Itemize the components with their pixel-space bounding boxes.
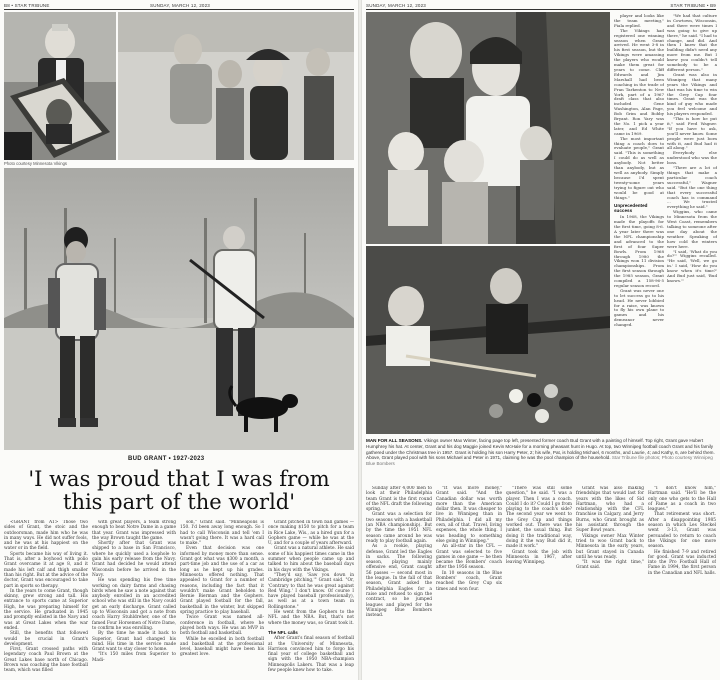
- paragraph: Grant was a selection for two seasons with a basketball (an NBA championship). But by the time the 1951 NFL season came around he was ready to play football again.: [366, 512, 432, 544]
- subhead-nfl-calls: The NFL calls: [268, 629, 298, 635]
- painting-presentation-photo: [4, 12, 116, 160]
- right-article-col-4: [576, 486, 644, 678]
- photo-caption: [366, 438, 716, 467]
- paragraph: In the years to come Grant, though skinny, grew strong and tall. His entrance to sports came at Superior High, he was preparing himself for the service. He graduated in 1945 and promptly enlisted in the Navy and was at Great Lakes when the war ended.: [4, 588, 88, 631]
- paragraph: "There was still some question," he said. "I was a player. Then I was a coach. Could I do it? Could I go from playing to the coach's side? The second year we went to the Grey Cup and things worked out. There was the junket, the usual thing. But doing it the traditional way, doing it the way Bud did it, made it work.": [506, 486, 572, 550]
- right-header-rule: [366, 9, 716, 10]
- right-article-col-3: [506, 486, 572, 678]
- paragraph: "We had that culture in Cowtown, Wisconsin, and there were times I was going to give up there," he said. "I had to change, and did. And then I knew that the building didn't need any more from me. But I knew you couldn't tell somebody to be a different person.": [667, 14, 717, 72]
- subhead-unprecedented-success: Unprecedented success: [614, 203, 648, 214]
- left-article-col-2: [92, 520, 176, 678]
- paragraph: The most important thing a coach does to evaluate people," Grant said. "This is something I could do as well as anybody. Not better than anybody, but as well as anybody. Simply because I'd spent twenty-some years trying to figure out who would be good at things.": [614, 135, 664, 200]
- paragraph: He was spending his free time working on dairy farms and chasing birds when he saw a note against that anybody enrolled in an accredited school who was still in the Navy could get an early discharge. Grant called up to Wisconsin and got a note from coach Harry Stuhldreher, one of the famed Four Horsemen of Notre Dame, to confirm he was enrolling.: [92, 578, 176, 631]
- paragraph: After Grant's final season of football at the University of Minnesota, Harrison convinced him to forgo his final year of college basketball and sign with the 1950 NBA-champion Minneapolis Lakers. That was a leap few people knew how to take.: [268, 636, 354, 674]
- top-photo-credit: Photo courtesy Minnesota Vikings: [4, 161, 68, 166]
- paragraph: Sports became his way of living it. That is, after a boyhood with polio Grant overcame it at age 8, and it made his left calf and thigh smaller than his right. But at the advice of the doctor, Grant was encouraged to take part in sports so therapy.: [4, 551, 88, 589]
- paragraph: player and looks like the team meeting," Fiala replied.: [614, 14, 664, 28]
- paragraph: Grant was also in Winnipeg that many years the Vikings and that was his time to win the Grey Cup four times. Grant was the kind of guy who made you feel welcome and his players responded.: [667, 71, 717, 117]
- paragraph: Sunday after 4,000 men to look at their Philadelphia team Grant is the first round of the NFL draft the following spring.: [366, 486, 432, 513]
- paragraph: Still, the benefits that followed would be crucial in Grant's development.: [4, 631, 88, 647]
- right-folio-date: SUNDAY, MARCH 12, 2023: [366, 3, 427, 8]
- paragraph: The Vikings had registered one winning season when Grant arrived. He went 3-8 in his first season, but the Vikings were amassing the players who would make them great for years to come. Cliff Edwards and Jim Marshall had been coaching in the trade of Fran Tarkenton to New York, part of a 1967 draft class that also included Gene Washington, Alan Page, Bob Grim and Bobby Bryant. Ron Yary was the No. 1 pick a year later, and Ed White came in 1969.: [614, 27, 664, 136]
- paragraph: He finished 7-9 and retired for good. Grant was inducted into the Pro Football Hall of Fame in 1994, the first person in the Canadian and NFL halls.: [648, 549, 716, 576]
- paragraph: "I said, 'What do you do?'" Wiggins recalled. "He said, 'Well, we go in.' I said, 'How do you know when it's time?' And Bud just said, 'Bud knows.'": [667, 248, 717, 283]
- right-sidebar-col-1: [614, 14, 664, 424]
- byline-separator: •: [168, 456, 172, 462]
- paragraph: That retirement was short. After a disappointing 1985 season in which Les Steckel went 3-13, Grant was persuaded to return to coach the Vikings for one more season.: [648, 512, 716, 550]
- pool-game-photo: [366, 246, 610, 434]
- left-folio: B8 • STAR TRIBUNE: [4, 3, 50, 8]
- paragraph: "This is how he put it," said Fred Wagner. "If you have to ask, you'll never know. Some people were just born with it, and Bud had it all along.": [667, 116, 717, 151]
- family-christmas-photo: [366, 12, 610, 244]
- paragraph: In 10 seasons in the Blue Bombers' coach, Grant reached the Grey Cup six times and won four.: [436, 570, 502, 592]
- paragraph: Vikings owner Max Winter tried to woo Grant back to Minnesota in the early years, but Grant stayed in Canada until he was ready.: [576, 533, 644, 560]
- paragraph: <GRANT from A1> Those two sides of Grant, the stoic and the outdoorsman, made him who he was in many ways. He did not suffer fools, and he was at his happiest on the water or in the field.: [4, 520, 88, 552]
- right-article-col-1: [366, 486, 432, 678]
- right-article-col-2: [436, 486, 502, 678]
- paragraph: By the time he made it back to Superior, Grant had changed his mind. His time in the service made Grant want to stay closer to home.: [92, 631, 176, 653]
- left-article-col-1: [4, 520, 88, 678]
- left-folio-date: SUNDAY, MARCH 12, 2023: [150, 3, 211, 8]
- left-article-col-4: [268, 520, 354, 678]
- paragraph: "It was the right time," Grant said.: [576, 560, 644, 571]
- paragraph: Everybody else understood who was the boss.: [667, 150, 717, 166]
- left-article-col-3: [180, 520, 264, 678]
- paragraph: He went from the Gophers to the NFL and the NBA. But, that's not where the money was, so Grant took it.: [268, 610, 354, 626]
- caption-credit: Star Tribune file photos; Photo courtesy Winnipeg Blue Bombers: [366, 455, 713, 467]
- left-page: [0, 0, 358, 680]
- right-page: [362, 0, 720, 680]
- paragraph: Grant was never one to let success go to his head. He never lobbied for a raise, was known to fly his own plane to games and his demeanor never changed.: [614, 287, 664, 328]
- paragraph: with great players, a team strong enough to beat Notre Dame in a game that year. Grant was impressed with the way Brown taught the game.: [92, 520, 176, 541]
- right-folio: STAR TRIBUNE • B9: [670, 3, 716, 8]
- byline-name: BUD GRANT: [128, 456, 167, 462]
- right-article-col-5: [648, 486, 716, 678]
- paragraph: "There are a lot of things that make a particular coach successful," Wagner said. "But the one thing that every successful coach has is command ... We trusted everything he said.": [667, 165, 717, 210]
- right-sidebar-col-2: [667, 14, 717, 424]
- paragraph: son," Grant said. "Minneapolis is 150. I'd been away long enough. So I had to call Wisconsin and tell 'em I wasn't going there. It was a hard call to make.": [180, 520, 264, 547]
- paragraph: "It was more money," Grant said. "And the Canadian dollar was worth more than the American dollar then. It was cheaper to live in Winnipeg than in Philadelphia. I did all my own, all of that. Travel, living expenses, the whole thing. I was heading to something else going in Winnipeg.": [436, 486, 502, 544]
- paragraph: Grant was also making friendships that would last for years with the likes of Sid Hartman, who had a relationship with the CFL franchise in Calgary, and Jerry Burns, who Grant brought as his assistant through the Super Bowl years.: [576, 486, 644, 534]
- paragraph: While he excelled in both football and basketball at the professional level, baseball might have been his greatest love.: [180, 636, 264, 658]
- left-header-rule: [4, 9, 354, 10]
- caption-text: Vikings owner Max Winter, facing page top left, presented former coach Bud Grant with a painting of himself. Top right, Grant gave Hubert Humphrey his hat. At center, Grant and his dog Maggie joined Kevin McHale for a morning pheasant hunt in Hugo. At top, two Winnipeg football coach Grant and his family gathered under the Christmas tree in 1957. Grant is holding his son Harry Peter, 2; his wife, Pat, is holding Michael, 6 months, and Laurie, 4; and Kathy, 6, are behind them. Above, Grant played pool with his sons Michael and Peter in 1971, claiming he was the pool champion of the household.: [366, 438, 715, 461]
- paragraph: As a rookie, playing defense, Grant led the Eagles in sacks. The following season, playing mainly offensive end, Grant caught 56 passes — second most in the league. In the fall of that season, Grant asked the Philadelphia Eagles for a raise and refused to sign the contract, so he jumped leagues and played for the Winnipeg Blue Bombers instead.: [366, 544, 432, 619]
- paragraph: Even that decision was one informed by money more than sense. Grant got what was $300 a month, a part-time job and the use of a car as long as he kept up his grades. Minnesota offered nothing. That appealed to Grant for a number of reasons, including the fact that it wouldn't make Grant beholden to Bernie Bierman and the Gophers. Grant played football for the fall, basketball in the winter, but skipped spring practice to play baseball.: [180, 546, 264, 616]
- paragraph: "I don't know him," Hartman said. "He'll be the only one who gets to the Hall of Fame as a coach in two leagues.": [648, 486, 716, 513]
- paragraph: "They'd say, 'Saw you down in Cambridge pitching,'" Grant said. "Or, 'Contrary to that he was great against Red Wing.' I don't know. Of course I have played baseball (professionally), as well as at a town team in Rollingstone.": [268, 572, 354, 610]
- paragraph: First, Grant crossed paths with legendary coach Paul Brown at the Great Lakes base north of Chicago. Brown was coaching the base football team, which was filled: [4, 647, 88, 674]
- paragraph: Grant was a natural athlete. He said some of his happiest times came in the summer when people came up and talked to him about the baseball days in his days with the Vikings.: [268, 546, 354, 573]
- pheasant-hunt-photo: [4, 168, 354, 450]
- headline: 'I was proud that I was from this part of the world': [28, 467, 330, 514]
- paragraph: "It's 150 miles from Superior to Madi-: [92, 652, 176, 663]
- paragraph: Wiggins, who came to Minnesota from the West Coast, remembers talking to someone after one day about the weather. Speaking of how cold the winters were here.: [667, 209, 717, 249]
- paragraph: Shortly after that Grant was shipped to a base in San Francisco, where he quickly used a loophole to gain his early release from the Navy. Grant had decided he would attend Wisconsin before he arrived in the Navy.: [92, 541, 176, 578]
- hat-gift-photo: [118, 12, 354, 160]
- paragraph: An all-star in the CFL — Grant was selected to five games in one game — he then became the Bombers' coach after the 1956 season.: [436, 544, 502, 571]
- byline: [128, 456, 204, 462]
- paragraph: In 1968, the Vikings made the playoffs for the first time, going 8-6. A year later there was the NFL championship and advanced to the first of four Super Bowls. From 1968 through 1980 the Vikings won 11 division championships. From the first season through the 1985 season, Grant compiled a 158-96-5 regular season record.: [614, 214, 664, 288]
- paragraph: Grant took the job with Minnesota in 1967, after leaving Winnipeg.: [506, 549, 572, 566]
- paragraph: Grant pitched in town ball games — once making $150 to pitch for a team in Rice Lake, Wis., as a hired gun for a Gophers game — while he was at the U, and for a couple of years afterward.: [268, 520, 354, 547]
- paragraph: Twice Grant was named all-conference in football, where he played both ways. He was an MVP in both football and basketball.: [180, 615, 264, 637]
- caption-title: MAN FOR ALL SEASONS.: [366, 438, 423, 443]
- byline-years: 1927-2023: [173, 456, 205, 462]
